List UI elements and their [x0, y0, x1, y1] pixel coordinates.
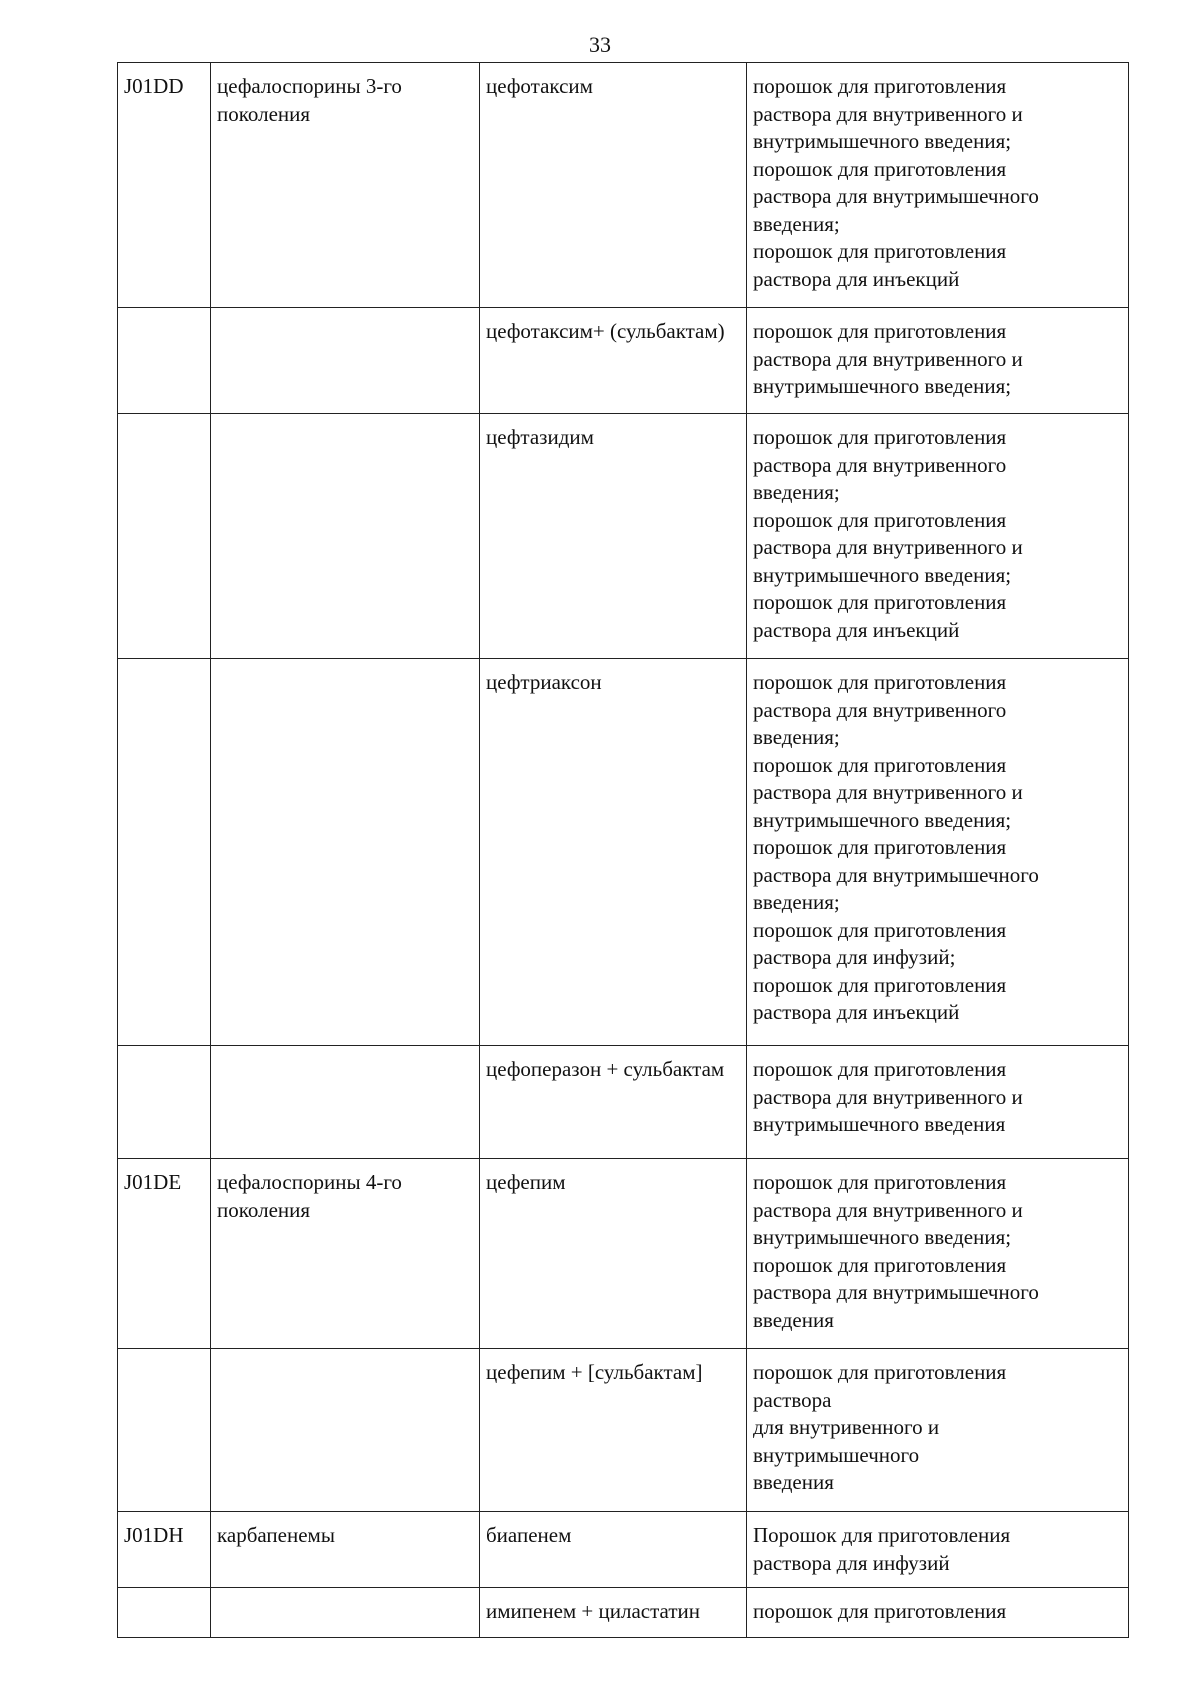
dosage-form-line: порошок для приготовления — [753, 752, 1007, 777]
dosage-form-line: внутримышечного введения; — [753, 562, 1012, 587]
dosage-form-line: раствора для инфузий — [753, 1550, 950, 1575]
page-number: 33 — [589, 32, 611, 57]
atc-code-cell: J01DE — [118, 1159, 211, 1349]
dosage-form-line: введения; — [753, 890, 840, 914]
table-row — [118, 1588, 1129, 1638]
dosage-form-cell — [747, 1588, 1129, 1638]
dosage-form-line: раствора для внутривенного и — [753, 780, 1023, 804]
dosage-form-line: внутримышечного введения; — [753, 374, 1012, 398]
table-row — [118, 1046, 1129, 1159]
dosage-form-line: раствора — [753, 1387, 832, 1412]
dosage-form-line: порошок для приготовления — [753, 670, 1007, 694]
dosage-form-line: введения — [753, 1307, 834, 1332]
dosage-form-cell — [747, 659, 1129, 1046]
atc-code-cell: J01DD — [118, 63, 211, 308]
atc-code-cell: J01DH — [118, 1512, 211, 1588]
dosage-form-cell — [747, 414, 1129, 659]
dosage-form-line: раствора для инъекций — [753, 266, 960, 291]
atc-code-cell — [118, 414, 211, 659]
group-cell — [211, 1588, 480, 1638]
dosage-form-cell — [747, 1349, 1129, 1512]
dosage-form-line: внутримышечного введения; — [753, 129, 1012, 153]
table-row — [118, 1512, 1129, 1588]
table-row — [118, 414, 1129, 659]
group-cell: цефалоспорины 3-го поколения — [211, 63, 480, 308]
table-row — [118, 1349, 1129, 1512]
group-cell: карбапенемы — [211, 1512, 480, 1588]
drug-name-cell: цефотаксим — [480, 63, 747, 308]
dosage-form-line: раствора для инфузий; — [753, 945, 956, 969]
atc-code-cell — [118, 1046, 211, 1159]
dosage-form-line: раствора для внутримышечного — [753, 1280, 1039, 1304]
dosage-form-line: раствора для внутримышечного — [753, 862, 1039, 887]
dosage-form-line: раствора для внутривенного и — [753, 101, 1023, 126]
dosage-form-line: порошок для приготовления — [753, 425, 1007, 449]
dosage-form-cell — [747, 308, 1129, 414]
dosage-form-line: раствора для внутривенного и — [753, 346, 1023, 371]
dosage-form-cell — [747, 63, 1129, 308]
dosage-form-line: введения; — [753, 211, 840, 236]
dosage-form-line: порошок для приготовления — [753, 917, 1007, 942]
group-cell — [211, 1349, 480, 1512]
dosage-form-line: для внутривенного и — [753, 1415, 940, 1439]
dosage-form-line: порошок для приготовления — [753, 1599, 1007, 1623]
table-row — [118, 63, 1129, 308]
dosage-form-line: порошок для приготовления — [753, 1252, 1007, 1277]
table-row — [118, 1159, 1129, 1349]
dosage-form-line: раствора для внутривенного — [753, 697, 1007, 722]
table-row — [118, 659, 1129, 1046]
dosage-form-line: раствора для инъекций — [753, 617, 960, 642]
dosage-form-line: раствора для внутривенного и — [753, 1084, 1023, 1109]
dosage-form-line: порошок для приготовления — [753, 972, 1007, 997]
dosage-form-line: введения — [753, 1470, 834, 1494]
dosage-form-line: раствора для внутривенного и — [753, 535, 1023, 559]
dosage-form-line: введения; — [753, 725, 840, 749]
drug-name-cell: цефоперазон + сульбактам — [480, 1046, 747, 1159]
dosage-form-line: порошок для приготовления — [753, 1057, 1007, 1081]
atc-code-cell — [118, 308, 211, 414]
dosage-form-line: внутримышечного — [753, 1442, 920, 1467]
dosage-form-line: порошок для приготовления — [753, 507, 1007, 532]
drug-name-cell: цефтриаксон — [480, 659, 747, 1046]
dosage-form-cell — [747, 1046, 1129, 1159]
dosage-form-line: введения; — [753, 480, 840, 504]
dosage-form-line: внутримышечного введения — [753, 1112, 1006, 1136]
dosage-form-line: порошок для приготовления — [753, 156, 1007, 181]
atc-code-cell — [118, 1588, 211, 1638]
dosage-form-line: порошок для приготовления — [753, 239, 1007, 263]
atc-code-cell — [118, 1349, 211, 1512]
group-cell — [211, 1046, 480, 1159]
dosage-form-line: внутримышечного введения; — [753, 1225, 1012, 1249]
dosage-form-line: порошок для приготовления — [753, 74, 1007, 98]
drug-name-cell: имипенем + циластатин — [480, 1588, 747, 1638]
group-cell: цефалоспорины 4-го поколения — [211, 1159, 480, 1349]
dosage-form-cell — [747, 1512, 1129, 1588]
dosage-form-line: Порошок для приготовления — [753, 1523, 1011, 1547]
dosage-form-line: раствора для инъекций — [753, 1000, 960, 1024]
dosage-form-line: порошок для приготовления — [753, 1170, 1007, 1194]
dosage-form-line: порошок для приготовления — [753, 1360, 1007, 1384]
dosage-form-line: порошок для приготовления — [753, 835, 1007, 859]
group-cell — [211, 414, 480, 659]
drug-name-cell: цефепим + [сульбактам] — [480, 1349, 747, 1512]
drug-table — [117, 62, 1129, 1638]
dosage-form-line: порошок для приготовления — [753, 319, 1007, 343]
group-cell — [211, 659, 480, 1046]
dosage-form-line: раствора для внутривенного и — [753, 1197, 1023, 1222]
drug-name-cell: цефотаксим+ (сульбактам) — [480, 308, 747, 414]
atc-code-cell — [118, 659, 211, 1046]
drug-name-cell: биапенем — [480, 1512, 747, 1588]
dosage-form-line: раствора для внутривенного — [753, 452, 1007, 477]
dosage-form-line: порошок для приготовления — [753, 590, 1007, 614]
dosage-form-line: раствора для внутримышечного — [753, 184, 1039, 208]
dosage-form-line: внутримышечного введения; — [753, 807, 1012, 832]
group-cell — [211, 308, 480, 414]
drug-name-cell: цефепим — [480, 1159, 747, 1349]
dosage-form-cell — [747, 1159, 1129, 1349]
table-row — [118, 308, 1129, 414]
drug-name-cell: цефтазидим — [480, 414, 747, 659]
